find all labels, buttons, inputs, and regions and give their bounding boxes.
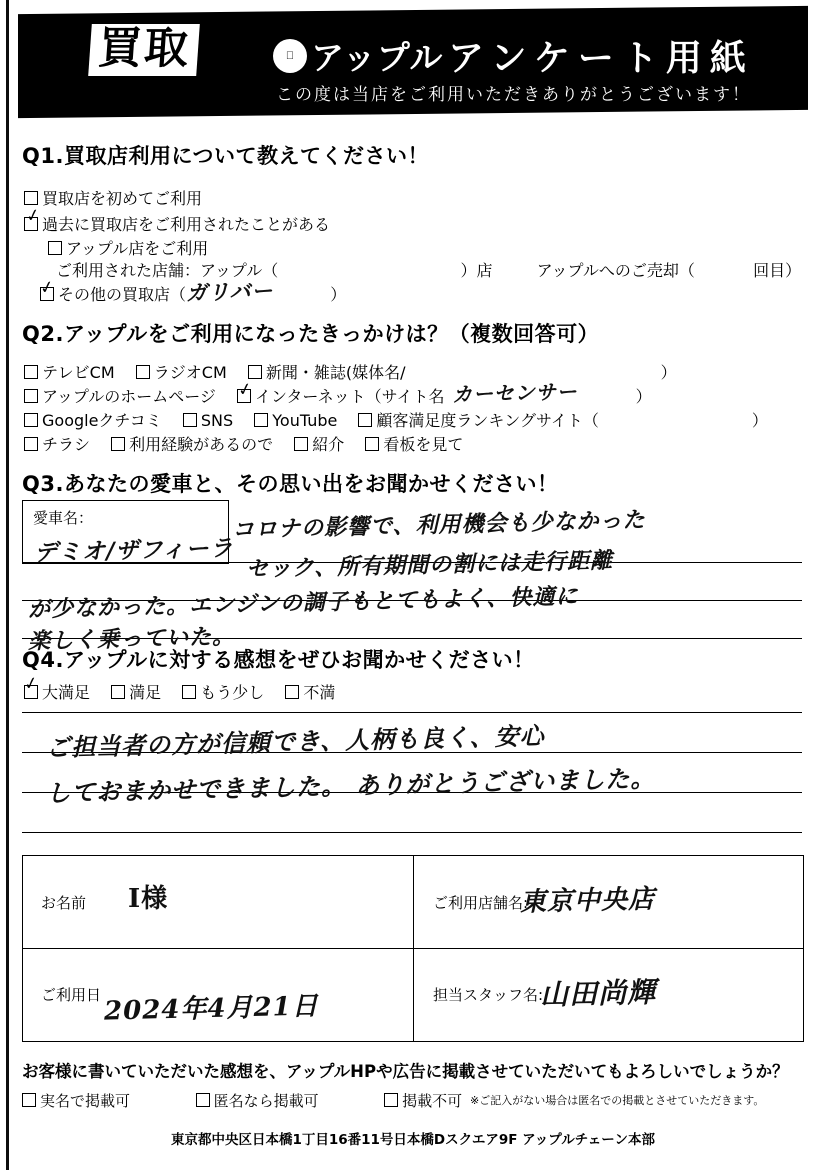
checkbox-icon[interactable] bbox=[24, 389, 38, 403]
q2-row-1 bbox=[24, 360, 693, 383]
q1-shop-row bbox=[56, 258, 801, 281]
name-value: I様 bbox=[128, 884, 169, 914]
name-label: お名前 bbox=[41, 894, 87, 912]
checkbox-icon[interactable] bbox=[24, 191, 38, 205]
checkbox-icon[interactable] bbox=[183, 413, 197, 427]
q2-option-internet-checkmark: ✓ bbox=[236, 378, 255, 402]
q4-option-satisfied[interactable] bbox=[111, 680, 161, 703]
apple-icon bbox=[273, 39, 307, 73]
q3-answer-line-1: セック、所有期間の割には走行距離 bbox=[245, 547, 614, 583]
q2-option-radiocm-label: ラジオCM bbox=[153, 363, 227, 382]
q2-option-flyer-label: チラシ bbox=[42, 435, 91, 454]
q1-other-checkmark: ✓ bbox=[38, 276, 57, 300]
checkbox-icon[interactable] bbox=[358, 413, 372, 427]
checkbox-icon[interactable] bbox=[22, 1093, 36, 1107]
q2-option-press-suffix: ） bbox=[660, 363, 677, 382]
q4-options bbox=[24, 680, 351, 703]
staff-value: 山田尚輝 bbox=[539, 975, 657, 1012]
q4-answer-line-0: ご担当者の方が信頼でき、人柄も良く、安心 bbox=[45, 720, 545, 763]
kaitori-logo: 買取 bbox=[88, 24, 200, 76]
checkbox-icon[interactable] bbox=[254, 413, 268, 427]
q2-option-google[interactable] bbox=[24, 408, 162, 431]
q1-other-label: その他の買取店（ bbox=[58, 285, 187, 304]
q2-option-referral[interactable] bbox=[294, 432, 344, 455]
car-name-label: 愛車名： bbox=[33, 509, 94, 527]
checkbox-icon[interactable] bbox=[196, 1093, 210, 1107]
publication-consent-question: お客様に書いていただいた感想を、アップルHPや広告に掲載させていただいてもよろしいでしょうか？ bbox=[22, 1062, 789, 1081]
checkbox-icon[interactable] bbox=[136, 365, 150, 379]
q2-option-youtube[interactable] bbox=[254, 411, 337, 430]
q4-title: Q4.アップルに対する感想をぜひお聞かせください！ bbox=[22, 648, 535, 672]
q2-option-experience[interactable] bbox=[111, 432, 273, 455]
footer-option-anonymous[interactable] bbox=[196, 1090, 319, 1111]
shop-label: ご利用店舗名: bbox=[433, 894, 529, 912]
q2-title: Q2.アップルをご利用になったきっかけは？（複数回答可） bbox=[22, 322, 600, 346]
company-address: 東京都中央区日本橋1丁目16番11号日本橋Dスクエア9F アップルチェーン本部 bbox=[170, 1132, 656, 1148]
publication-consent-options bbox=[22, 1090, 478, 1111]
q2-option-tvcm[interactable] bbox=[24, 360, 115, 383]
page-title: アンケート用紙 bbox=[448, 38, 754, 79]
q2-option-internet-label: インターネット（サイト名 bbox=[255, 387, 445, 406]
checkbox-icon[interactable] bbox=[182, 685, 196, 699]
staff-label: 担当スタッフ名: bbox=[433, 986, 544, 1004]
q1-other-value: ガリバー bbox=[185, 277, 274, 306]
q2-option-ranking-suffix: ） bbox=[751, 411, 768, 430]
q2-option-homepage[interactable] bbox=[24, 384, 216, 407]
checkbox-icon[interactable] bbox=[285, 685, 299, 699]
q2-option-sns[interactable] bbox=[183, 411, 233, 430]
q2-option-internet[interactable] bbox=[237, 384, 652, 407]
apple-brand-text: アップル bbox=[311, 38, 444, 77]
thanks-text: この度は当店をご利用いただきありがとうございます！ bbox=[276, 85, 751, 105]
q2-option-referral-label: 紹介 bbox=[312, 435, 345, 454]
q2-row-4 bbox=[24, 432, 479, 455]
footer-option-no-publication[interactable] bbox=[384, 1090, 462, 1111]
q1-option-1[interactable] bbox=[24, 212, 330, 235]
q2-option-internet-suffix: ） bbox=[635, 387, 652, 406]
q2-row-3 bbox=[24, 408, 784, 431]
q2-option-google-label: Googleクチコミ bbox=[42, 411, 162, 430]
q4-option-a-little-more-label: もう少し bbox=[200, 683, 265, 702]
q4-option-very-satisfied-label: 大満足 bbox=[42, 683, 91, 702]
q1-other-suffix: ） bbox=[330, 285, 347, 304]
checkbox-icon[interactable] bbox=[384, 1093, 398, 1107]
q4-option-a-little-more[interactable] bbox=[182, 680, 264, 703]
q1-option-2-label: アップル店をご利用 bbox=[66, 239, 209, 258]
q4-answer-line-1: しておまかせできました。 ありがとうございました。 bbox=[45, 763, 656, 808]
checkbox-icon[interactable] bbox=[24, 413, 38, 427]
q2-option-homepage-label: アップルのホームページ bbox=[42, 387, 216, 406]
q2-internet-site-value: カーセンサー bbox=[451, 379, 578, 407]
q4-option-dissatisfied[interactable] bbox=[285, 680, 335, 703]
footer-option-real-name[interactable] bbox=[22, 1090, 130, 1111]
checkbox-icon[interactable] bbox=[111, 685, 125, 699]
q1-title: Q1.買取店利用について教えてください！ bbox=[22, 144, 430, 168]
header-banner bbox=[18, 6, 808, 118]
q2-option-youtube-label: YouTube bbox=[272, 411, 338, 430]
date-value: 2024年4月21日 bbox=[103, 991, 320, 1027]
q1-option-2[interactable] bbox=[48, 236, 208, 259]
date-label: ご利用日 bbox=[41, 986, 102, 1004]
checkbox-icon[interactable] bbox=[248, 365, 262, 379]
q4-option-satisfied-label: 満足 bbox=[129, 683, 162, 702]
q2-option-radiocm[interactable] bbox=[136, 360, 227, 383]
q3-answer-line-0: コロナの影響で、利用機会も少なかった bbox=[231, 506, 646, 544]
q2-option-experience-label: 利用経験があるので bbox=[129, 435, 274, 454]
q3-title: Q3.あなたの愛車と、その思い出をお聞かせください！ bbox=[22, 472, 559, 496]
checkbox-icon[interactable] bbox=[24, 365, 38, 379]
q1-option-1-label: 過去に買取店をご利用されたことがある bbox=[42, 215, 331, 234]
car-name-value: デミオ/ザフィーラ bbox=[33, 534, 234, 567]
publication-note: ※ご記入がない場合は匿名での掲載とさせていただきます。 bbox=[470, 1094, 765, 1107]
q1-shop-label: ご利用された店舗：アップル（ bbox=[56, 261, 279, 280]
q1-option-0[interactable] bbox=[24, 186, 202, 209]
q2-option-ranking-label: 顧客満足度ランキングサイト（ bbox=[376, 411, 599, 430]
footer-option-no-publication-label: 掲載不可 bbox=[402, 1092, 463, 1110]
q2-option-signboard-label: 看板を見て bbox=[383, 435, 464, 454]
shop-value: 東京中央店 bbox=[519, 884, 656, 918]
checkbox-icon[interactable] bbox=[111, 437, 125, 451]
page-edge-shadow bbox=[6, 0, 9, 1170]
q4-option-dissatisfied-label: 不満 bbox=[303, 683, 336, 702]
q2-option-signboard[interactable] bbox=[365, 432, 463, 455]
q3-answer-line-2: が少なかった。エンジンの調子もとてもよく、快適に bbox=[27, 583, 579, 623]
checkbox-icon[interactable] bbox=[24, 437, 38, 451]
q1-sale-count-suffix: 回目） bbox=[753, 261, 802, 280]
checkbox-icon[interactable] bbox=[294, 437, 308, 451]
footer-option-real-name-label: 実名で掲載可 bbox=[40, 1092, 131, 1110]
q1-shop-suffix: ）店 bbox=[460, 261, 493, 280]
q4-rule-1 bbox=[22, 712, 802, 713]
q2-option-flyer[interactable] bbox=[24, 432, 90, 455]
checkbox-icon[interactable] bbox=[365, 437, 379, 451]
q4-rule-4 bbox=[22, 832, 802, 833]
q1-option-1-checkmark: ✓ bbox=[24, 204, 43, 228]
q2-option-ranking[interactable] bbox=[358, 408, 768, 431]
q2-option-press-label: 新聞・雑誌(媒体名/ bbox=[265, 363, 406, 382]
q2-option-sns-label: SNS bbox=[200, 411, 234, 430]
footer-option-anonymous-label: 匿名なら掲載可 bbox=[213, 1092, 319, 1110]
q3-answer-line-3: 楽しく乗っていた。 bbox=[27, 623, 236, 655]
apple-brand bbox=[273, 32, 443, 79]
q2-option-tvcm-label: テレビCM bbox=[42, 363, 115, 382]
q1-option-0-label: 買取店を初めてご利用 bbox=[42, 189, 203, 208]
q1-sale-count-label: アップルへのご売却（ bbox=[536, 261, 695, 280]
q4-option-very-satisfied-checkmark: ✓ bbox=[22, 672, 41, 696]
checkbox-icon[interactable] bbox=[48, 241, 62, 255]
table-horizontal-divider bbox=[23, 948, 803, 949]
